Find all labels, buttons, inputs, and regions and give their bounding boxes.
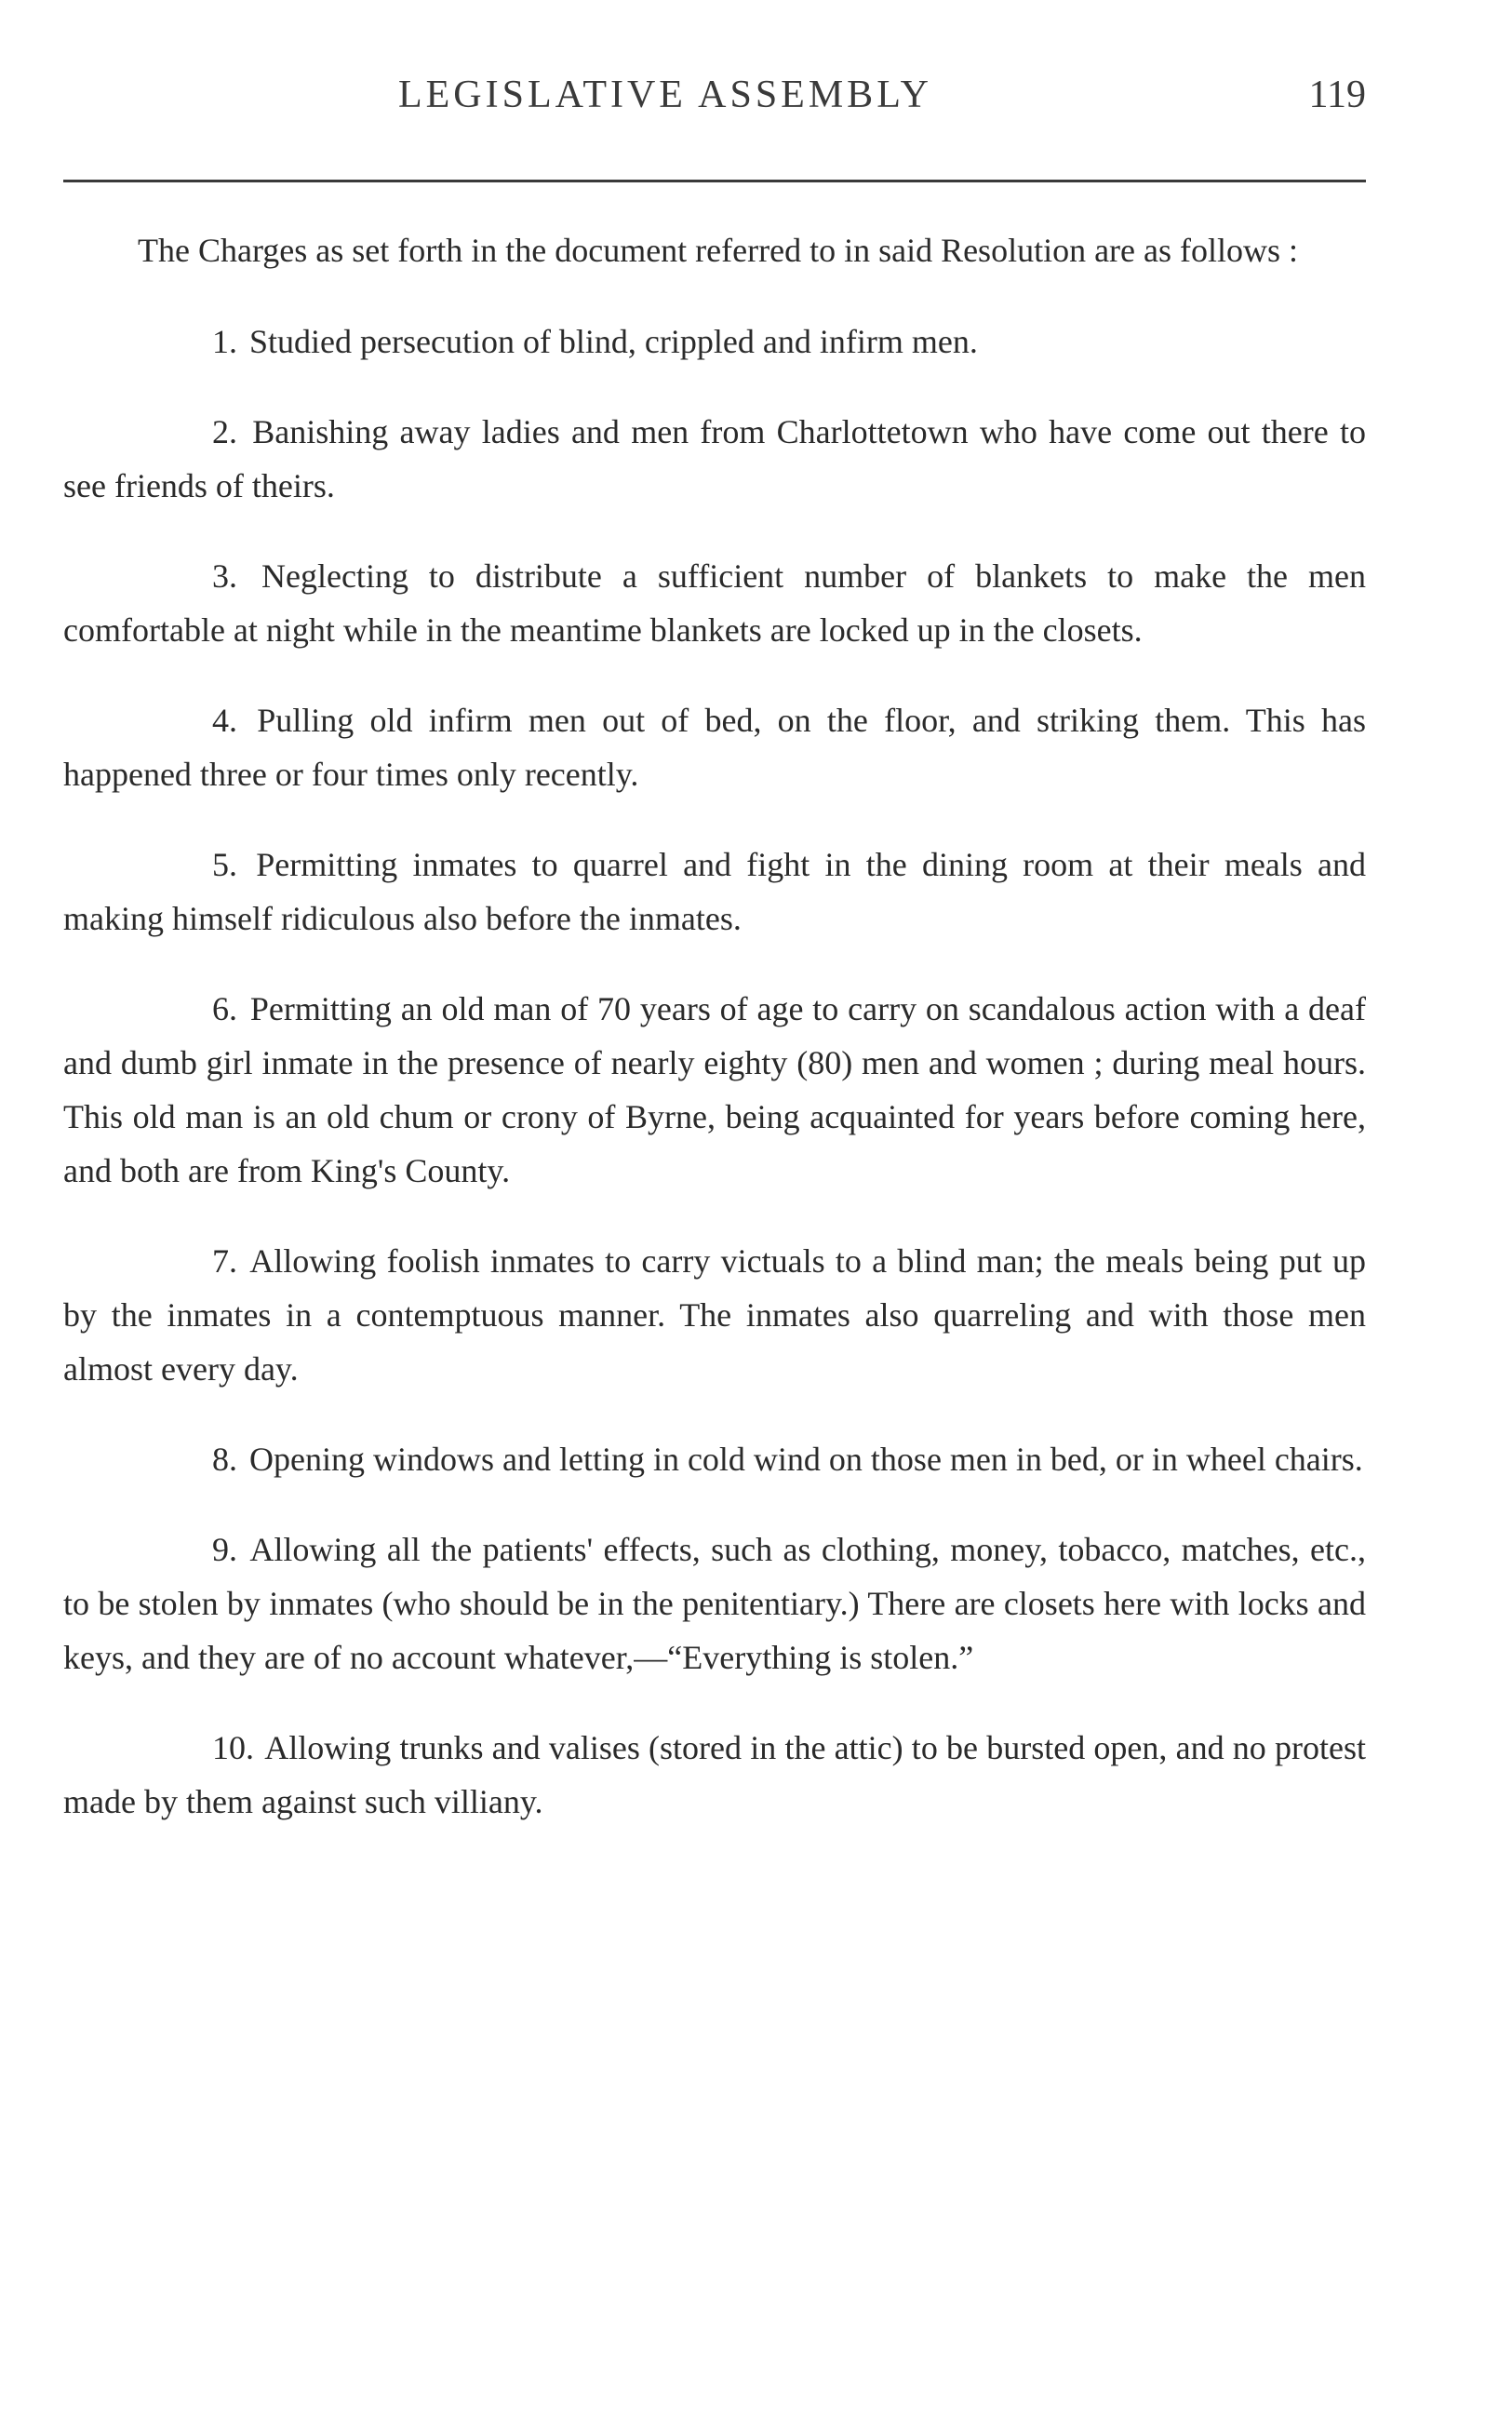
running-title: LEGISLATIVE ASSEMBLY — [398, 74, 932, 116]
charge-text: Opening windows and letting in cold wind on those men in bed, or in wheel chairs. — [249, 1441, 1363, 1478]
charge-number: 5. — [212, 846, 237, 883]
charge-item-7 — [63, 1234, 1366, 1396]
charge-item-1 — [63, 315, 1366, 369]
charge-text: Neglecting to distribute a sufficient number of blankets to make the men comfortable at night while in the meantime blankets are locked up in the closets. — [63, 557, 1366, 649]
header-rule — [63, 180, 1366, 182]
charge-text: Allowing all the patients' effects, such as clothing, money, tobacco, matches, etc., to be stolen by inmates (who should be in the penitentiary.) There are closets here with locks and keys, and they are of no account whatever,—“Everything is stolen.” — [63, 1531, 1366, 1676]
charge-text: Allowing foolish inmates to carry victuals to a blind man; the meals being put up by the inmates in a contemptuous manner. The inmates also quarreling and with those men almost every day. — [63, 1242, 1366, 1388]
intro-paragraph: The Charges as set forth in the document referred to in said Resolution are as follows : — [138, 232, 1299, 269]
charge-text: Permitting an old man of 70 years of age to carry on scandalous action with a deaf and dumb girl inmate in the presence of nearly eighty (80) men and women ; during meal hours. This old man is an old chum or crony of Byrne, being acquainted for years before coming here, and both are from King's County. — [63, 990, 1367, 1189]
charge-item-5 — [63, 838, 1366, 946]
charge-text: Permitting inmates to quarrel and fight in the dining room at their meals and making himself ridiculous also before the inmates. — [63, 846, 1366, 937]
page-number: 119 — [1308, 74, 1366, 116]
charge-item-2 — [63, 405, 1366, 513]
charge-number: 1. — [212, 323, 237, 360]
charge-item-3 — [63, 549, 1366, 657]
charge-number: 3. — [212, 557, 237, 595]
charge-number: 7. — [212, 1242, 237, 1280]
charge-text: Studied persecution of blind, crippled and infirm men. — [249, 323, 978, 360]
charge-number: 2. — [212, 413, 237, 450]
charge-item-9 — [63, 1523, 1366, 1684]
charge-number: 4. — [212, 702, 237, 739]
charge-text: Banishing away ladies and men from Charlottetown who have come out there to see friends of theirs. — [63, 413, 1367, 504]
charge-text: Allowing trunks and valises (stored in the attic) to be bursted open, and no protest made by them against such villiany. — [63, 1729, 1366, 1820]
charge-number: 10. — [212, 1729, 254, 1766]
running-head — [63, 73, 1366, 128]
charge-item-8 — [63, 1432, 1366, 1486]
charge-text: Pulling old infirm men out of bed, on the floor, and striking them. This has happened three or four times only recently. — [63, 702, 1366, 793]
charge-item-6 — [63, 982, 1366, 1198]
body-text — [63, 223, 1366, 1865]
charge-number: 6. — [212, 990, 237, 1027]
charge-number: 9. — [212, 1531, 237, 1568]
charge-number: 8. — [212, 1441, 237, 1478]
charge-item-10 — [63, 1721, 1366, 1829]
charge-item-4 — [63, 693, 1366, 801]
